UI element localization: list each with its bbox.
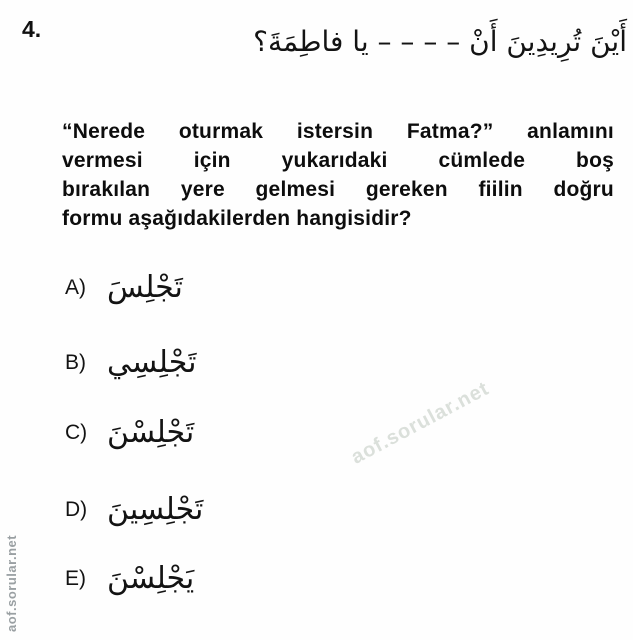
option-a-letter: A) (65, 276, 86, 299)
question-word: doğru (553, 178, 614, 201)
watermark-diagonal: aof.sorular.net (347, 377, 493, 469)
question-word: gelmesi (255, 178, 336, 201)
option-e (65, 551, 194, 607)
question-word: oturmak (178, 120, 264, 143)
option-e-letter: E) (65, 567, 86, 590)
question-word: fiilin (478, 178, 523, 201)
question-word: boş (576, 149, 614, 172)
question-word: istersin (296, 120, 374, 143)
question-number: 4. (22, 16, 42, 42)
option-c (65, 405, 194, 461)
question-word: yukarıdaki (281, 149, 388, 172)
option-d (65, 482, 203, 538)
question-text (62, 117, 614, 233)
question-word: yere (180, 178, 225, 201)
question-word: anlamını (527, 120, 614, 143)
option-c-text: تَجْلِسْنَ (107, 415, 195, 450)
question-line-2 (62, 146, 614, 175)
arabic-prompt: أَيْنَ تُرِيدِينَ أَنْ – – – – يا فاطِمَةَ؟ (253, 25, 627, 58)
question-word: bırakılan (62, 178, 151, 201)
option-c-letter: C) (65, 421, 88, 444)
question-word: Fatma?” (406, 120, 494, 143)
option-b-letter: B) (65, 351, 86, 374)
question-word: “Nerede (62, 120, 146, 143)
watermark-side-vertical: aof.sorular.net (4, 534, 19, 632)
question-word: için (193, 149, 231, 172)
option-d-letter: D) (65, 498, 88, 521)
question-word: gereken (365, 178, 448, 201)
question-line-4: formu aşağıdakilerden hangisidir? (62, 207, 412, 230)
option-e-text: يَجْلِسْنَ (107, 561, 195, 596)
question-line-1 (62, 117, 614, 146)
option-a-text: تَجْلِسَ (107, 270, 183, 305)
option-b (65, 335, 196, 391)
question-word: vermesi (62, 149, 143, 172)
option-d-text: تَجْلِسِينَ (107, 492, 204, 527)
option-b-text: تَجْلِسِي (107, 345, 197, 380)
option-a (65, 260, 183, 316)
question-word: cümlede (438, 149, 526, 172)
question-line-3 (62, 175, 614, 204)
